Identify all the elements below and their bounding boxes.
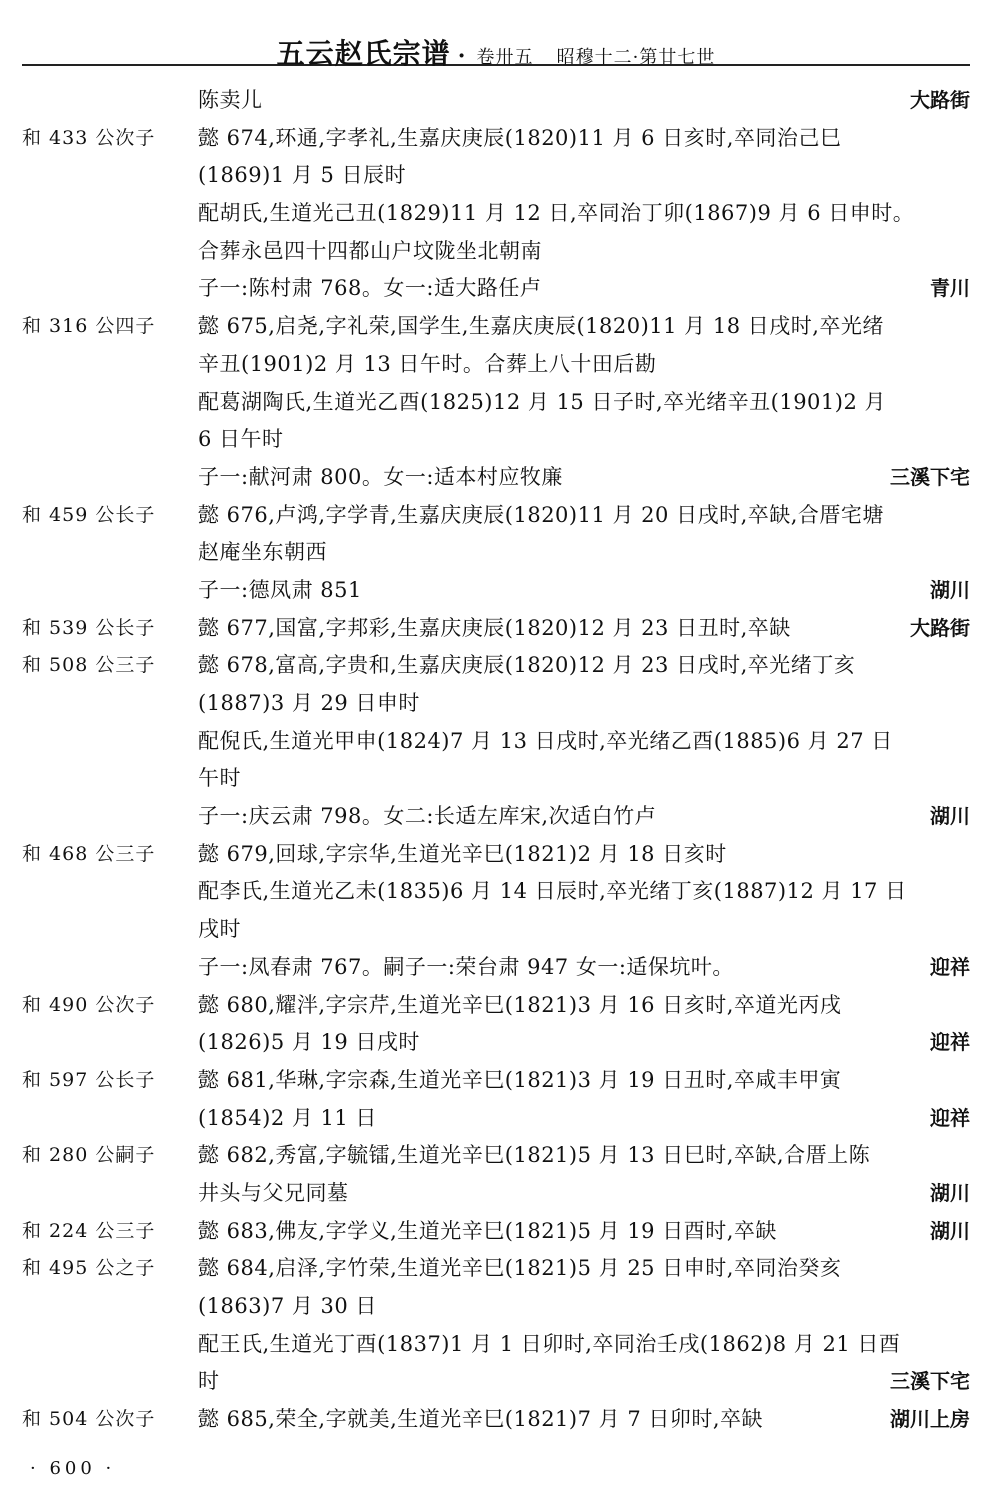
entry-lines bbox=[198, 836, 970, 987]
residence-place: 湖川 bbox=[930, 577, 970, 602]
generation-label: 昭穆十二·第廿七世 bbox=[556, 47, 716, 68]
genealogy-entry bbox=[22, 120, 970, 308]
entry-line bbox=[198, 1401, 970, 1439]
parent-reference: 和 504 公次子 bbox=[22, 1408, 156, 1431]
genealogy-entry bbox=[22, 1137, 970, 1212]
entry-line bbox=[198, 1213, 970, 1251]
entry-line bbox=[198, 798, 970, 836]
parent-reference: 和 539 公长子 bbox=[22, 616, 156, 639]
entry-line bbox=[198, 1250, 970, 1288]
entry-text: 懿 684,启泽,字竹荣,生道光辛巳(1821)5 月 25 日申时,卒同治癸亥 bbox=[198, 1256, 842, 1281]
entry-line bbox=[198, 346, 970, 384]
residence-place: 大路街 bbox=[910, 88, 970, 112]
parent-reference: 和 224 公三子 bbox=[22, 1219, 156, 1242]
entry-line bbox=[198, 157, 970, 195]
entry-lines bbox=[198, 1250, 970, 1401]
entry-text: (1863)7 月 30 日 bbox=[198, 1294, 377, 1318]
entry-line bbox=[198, 421, 970, 459]
entry-line bbox=[198, 610, 970, 648]
entry-text: 懿 679,回球,字宗华,生道光辛巳(1821)2 月 18 日亥时 bbox=[198, 841, 727, 866]
entry-text: 配胡氏,生道光己丑(1829)11 月 12 日,卒同治丁卯(1867)9 月 6 日申时。 bbox=[198, 201, 915, 226]
parent-reference: 和 490 公次子 bbox=[22, 993, 156, 1016]
residence-place: 湖川 bbox=[930, 1218, 970, 1243]
header-line bbox=[22, 32, 970, 72]
residence-place: 大路街 bbox=[910, 615, 970, 640]
entry-text: 午时 bbox=[198, 766, 241, 791]
volume-label: 卷卅五 bbox=[476, 47, 534, 68]
entry-text: (1854)2 月 11 日 bbox=[198, 1105, 377, 1130]
entry-line bbox=[198, 459, 970, 497]
entry-line bbox=[198, 873, 970, 911]
entry-lines bbox=[198, 308, 970, 496]
entry-line bbox=[198, 1024, 970, 1062]
title-separator: · bbox=[457, 43, 466, 69]
entry-text: 赵庵坐东朝西 bbox=[198, 540, 327, 565]
entry-lines bbox=[198, 1401, 970, 1439]
entry-text: 陈卖儿 bbox=[198, 88, 263, 112]
entry-lines bbox=[198, 120, 970, 308]
entry-line bbox=[198, 308, 970, 346]
entry-text: 子一:庆云肃 798。女二:长适左库宋,次适白竹卢 bbox=[198, 804, 657, 829]
entry-line bbox=[198, 1326, 970, 1364]
entry-line bbox=[198, 270, 970, 308]
genealogy-entry bbox=[22, 1250, 970, 1401]
genealogy-entry bbox=[22, 647, 970, 835]
entry-text: 懿 685,荣全,字就美,生道光辛巳(1821)7 月 7 日卯时,卒缺 bbox=[198, 1407, 764, 1432]
genealogy-entry bbox=[22, 1401, 970, 1439]
genealogy-entry bbox=[22, 610, 970, 648]
entry-text: 配王氏,生道光丁酉(1837)1 月 1 日卯时,卒同治壬戌(1862)8 月 21 日酉 bbox=[198, 1331, 901, 1356]
entry-text: 配倪氏,生道光甲申(1824)7 月 13 日戌时,卒光绪乙酉(1885)6 月 27 日 bbox=[198, 728, 893, 753]
entry-text: (1826)5 月 19 日戌时 bbox=[198, 1030, 420, 1055]
entry-text: (1887)3 月 29 日申时 bbox=[198, 691, 420, 715]
entry-lines bbox=[198, 987, 970, 1062]
residence-place: 湖川 bbox=[930, 804, 970, 829]
entry-text: 井头与父兄同墓 bbox=[198, 1180, 349, 1205]
residence-place: 湖川 bbox=[930, 1180, 970, 1205]
genealogy-entry bbox=[22, 836, 970, 987]
entry-line bbox=[198, 1288, 970, 1326]
entry-line bbox=[198, 233, 970, 271]
entry-text: 懿 675,启尧,字礼荣,国学生,生嘉庆庚辰(1820)11 月 18 日戌时,卒光绪 bbox=[198, 314, 884, 339]
entry-lines bbox=[198, 1062, 970, 1137]
entry-line bbox=[198, 1062, 970, 1100]
entry-text: 子一:陈村肃 768。女一:适大路任卢 bbox=[198, 276, 542, 301]
entry-line bbox=[198, 384, 970, 422]
entry-line bbox=[198, 1363, 970, 1401]
parent-reference: 和 508 公三子 bbox=[22, 654, 156, 677]
entry-text: 懿 681,华琳,字宗森,生道光辛巳(1821)3 月 19 日丑时,卒咸丰甲寅 bbox=[198, 1067, 842, 1092]
parent-reference: 和 459 公长子 bbox=[22, 503, 156, 526]
entry-line bbox=[198, 760, 970, 798]
genealogy-entry bbox=[22, 987, 970, 1062]
entry-text: (1869)1 月 5 日辰时 bbox=[198, 163, 407, 188]
entry-text: 合葬永邑四十四都山户坟陇坐北朝南 bbox=[198, 238, 542, 263]
parent-reference: 和 316 公四子 bbox=[22, 315, 156, 338]
residence-place: 迎祥 bbox=[930, 954, 970, 979]
parent-reference: 和 495 公之子 bbox=[22, 1257, 156, 1280]
entry-text: 子一:凤春肃 767。嗣子一:荣台肃 947 女一:适保坑叶。 bbox=[198, 954, 734, 979]
entry-text: 戌时 bbox=[198, 917, 241, 942]
entry-lines bbox=[198, 610, 970, 648]
genealogy-entry bbox=[22, 308, 970, 496]
entry-lines bbox=[198, 497, 970, 610]
entry-lines bbox=[198, 647, 970, 835]
entry-text: 辛丑(1901)2 月 13 日午时。合葬上八十田后勘 bbox=[198, 351, 657, 376]
residence-place: 青川 bbox=[930, 276, 970, 301]
entry-text: 6 日午时 bbox=[198, 427, 284, 452]
genealogy-entry bbox=[22, 1062, 970, 1137]
entry-text: 懿 682,秀富,字毓镭,生道光辛巳(1821)5 月 13 日巳时,卒缺,合厝上陈 bbox=[198, 1143, 871, 1168]
genealogy-entry bbox=[22, 497, 970, 610]
entry-line bbox=[198, 987, 970, 1025]
book-title: 五云赵氏宗谱 bbox=[276, 37, 451, 70]
entry-lines bbox=[198, 1137, 970, 1212]
genealogy-entry bbox=[22, 1213, 970, 1251]
genealogy-entry bbox=[22, 82, 970, 120]
entry-line bbox=[198, 911, 970, 949]
parent-reference: 和 468 公三子 bbox=[22, 842, 156, 865]
entry-text: 懿 674,环通,字孝礼,生嘉庆庚辰(1820)11 月 6 日亥时,卒同治己巳 bbox=[198, 125, 842, 150]
entry-line bbox=[198, 572, 970, 610]
entry-line bbox=[198, 195, 970, 233]
entry-line bbox=[198, 534, 970, 572]
residence-place: 三溪下宅 bbox=[890, 464, 970, 489]
page-header bbox=[22, 14, 970, 70]
entry-text: 子一:德凤肃 851 bbox=[198, 577, 362, 602]
entry-lines bbox=[198, 82, 970, 120]
entry-line bbox=[198, 647, 970, 685]
entry-text: 配葛湖陶氏,生道光乙酉(1825)12 月 15 日子时,卒光绪辛丑(1901)2 月 bbox=[198, 389, 887, 414]
parent-reference: 和 433 公次子 bbox=[22, 126, 156, 149]
entry-line bbox=[198, 685, 970, 723]
entry-line bbox=[198, 497, 970, 535]
entry-line bbox=[198, 120, 970, 158]
entry-line bbox=[198, 1175, 970, 1213]
entry-text: 时 bbox=[198, 1369, 220, 1394]
entry-line bbox=[198, 949, 970, 987]
page-number: · 600 · bbox=[30, 1458, 116, 1479]
entry-line bbox=[198, 836, 970, 874]
entry-line bbox=[198, 1100, 970, 1138]
entry-text: 懿 683,佛友,字学义,生道光辛巳(1821)5 月 19 日酉时,卒缺 bbox=[198, 1218, 777, 1243]
residence-place: 湖川上房 bbox=[890, 1407, 970, 1432]
residence-place: 迎祥 bbox=[930, 1105, 970, 1130]
entry-line bbox=[198, 82, 970, 120]
entry-lines bbox=[198, 1213, 970, 1251]
entry-line bbox=[198, 723, 970, 761]
entry-text: 配李氏,生道光乙未(1835)6 月 14 日辰时,卒光绪丁亥(1887)12 月 17 日 bbox=[198, 879, 907, 904]
entry-text: 懿 678,富高,字贵和,生嘉庆庚辰(1820)12 月 23 日戌时,卒光绪丁亥 bbox=[198, 653, 856, 678]
entry-text: 懿 677,国富,字邦彩,生嘉庆庚辰(1820)12 月 23 日丑时,卒缺 bbox=[198, 615, 791, 640]
parent-reference: 和 280 公嗣子 bbox=[22, 1144, 156, 1167]
genealogy-entries bbox=[22, 82, 970, 1439]
entry-text: 懿 676,卢鸿,字学青,生嘉庆庚辰(1820)11 月 20 日戌时,卒缺,合厝宅塘 bbox=[198, 502, 884, 527]
entry-text: 子一:献河肃 800。女一:适本村应牧廉 bbox=[198, 464, 563, 489]
residence-place: 迎祥 bbox=[930, 1030, 970, 1055]
entry-text: 懿 680,耀泮,字宗芹,生道光辛巳(1821)3 月 16 日亥时,卒道光丙戌 bbox=[198, 992, 842, 1017]
parent-reference: 和 597 公长子 bbox=[22, 1068, 156, 1091]
residence-place: 三溪下宅 bbox=[890, 1369, 970, 1394]
entry-line bbox=[198, 1137, 970, 1175]
